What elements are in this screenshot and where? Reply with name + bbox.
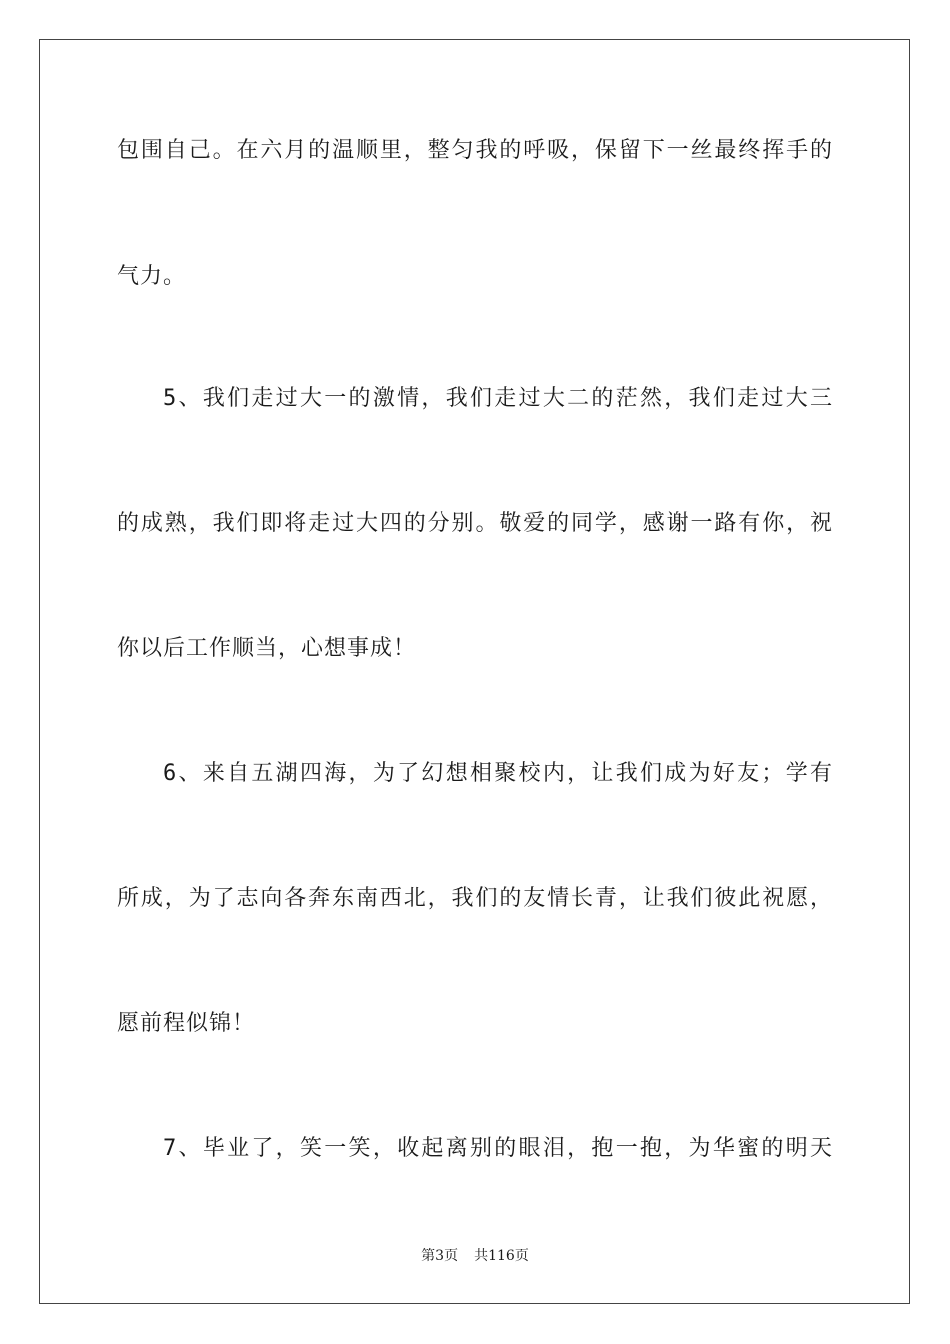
paragraph-line: 6、来自五湖四海，为了幻想相聚校内，让我们成为好友；学有 <box>163 761 833 786</box>
paragraph-line: 愿前程似锦！ <box>117 1011 256 1036</box>
paragraph-line: 所成，为了志向各奔东南西北，我们的友情长青，让我们彼此祝愿， <box>117 886 833 911</box>
page-footer <box>0 1246 950 1266</box>
paragraph-line: 的成熟，我们即将走过大四的分别。敬爱的同学，感谢一路有你，祝 <box>117 511 833 536</box>
paragraph-line: 你以后工作顺当，心想事成！ <box>117 636 417 661</box>
paragraph-line: 包围自己。在六月的温顺里，整匀我的呼吸，保留下一丝最终挥手的 <box>117 138 833 163</box>
page-total: 共116页 <box>474 1248 529 1264</box>
page-frame <box>39 39 910 1304</box>
paragraph-line: 7、毕业了，笑一笑，收起离别的眼泪，抱一抱，为华蜜的明天 <box>163 1136 833 1161</box>
page-number: 第3页 <box>421 1248 459 1264</box>
paragraph-line: 气力。 <box>117 264 187 289</box>
paragraph-line: 5、我们走过大一的激情，我们走过大二的茫然，我们走过大三 <box>163 386 833 411</box>
